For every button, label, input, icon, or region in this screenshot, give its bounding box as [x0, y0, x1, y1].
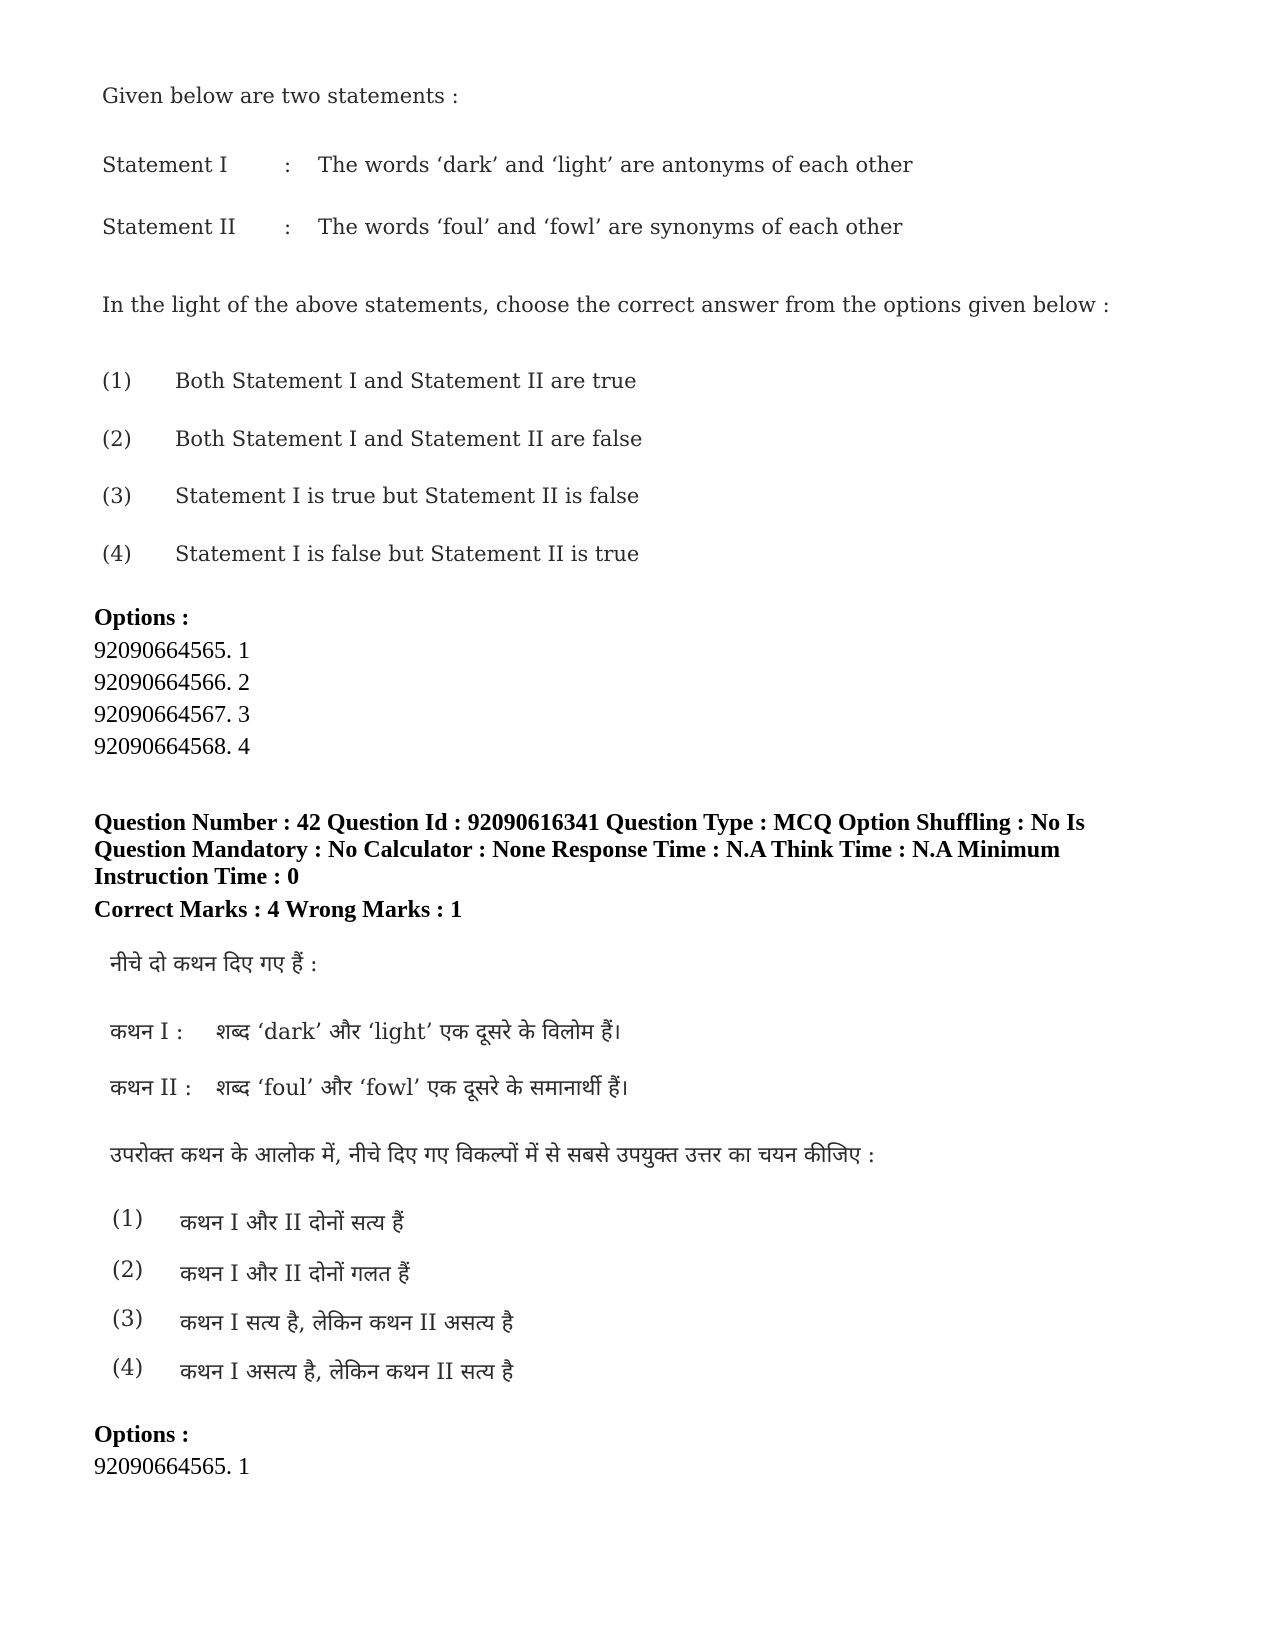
q41-choice-3-text: Statement I is true but Statement II is false — [175, 484, 640, 508]
q42-intro: नीचे दो कथन दिए गए हैं : — [110, 952, 318, 977]
q42-choice-1-number: (1) — [112, 1207, 144, 1232]
q41-statement-2-separator: : — [284, 215, 292, 239]
q42-choice-2-number: (2) — [112, 1258, 144, 1283]
q41-choice-4-text: Statement I is false but Statement II is true — [175, 542, 640, 566]
q42-statement-1-label: कथन I : — [110, 1020, 184, 1045]
q42-option-id-1: 92090664565. 1 — [94, 1454, 250, 1480]
q41-options-heading: Options : — [94, 605, 190, 631]
q41-option-id-1: 92090664565. 1 — [94, 638, 250, 664]
q41-statement-1-label: Statement I — [102, 153, 228, 177]
q42-marks: Correct Marks : 4 Wrong Marks : 1 — [94, 897, 463, 923]
q41-statement-2-label: Statement II — [102, 215, 236, 239]
q41-choice-2-number: (2) — [102, 427, 132, 451]
q42-meta-line-2: Question Mandatory : No Calculator : None Response Time : N.A Think Time : N.A Minimum — [94, 837, 1061, 863]
q42-choice-3-number: (3) — [112, 1307, 144, 1332]
q41-prompt: In the light of the above statements, choose the correct answer from the options given below : — [102, 293, 1110, 317]
q42-options-heading: Options : — [94, 1422, 190, 1448]
q41-choice-3-number: (3) — [102, 484, 132, 508]
q41-intro: Given below are two statements : — [102, 84, 459, 108]
q41-choice-1-text: Both Statement I and Statement II are true — [175, 369, 637, 393]
q42-choice-3-text: कथन I सत्य है, लेकिन कथन II असत्य है — [180, 1311, 514, 1336]
q42-choice-4-number: (4) — [112, 1356, 144, 1381]
q42-meta-line-1: Question Number : 42 Question Id : 92090616341 Question Type : MCQ Option Shuffling : No Is — [94, 810, 1085, 836]
q41-option-id-4: 92090664568. 4 — [94, 734, 250, 760]
q42-choice-4-text: कथन I असत्य है, लेकिन कथन II सत्य है — [180, 1360, 514, 1385]
q42-prompt: उपरोक्त कथन के आलोक में, नीचे दिए गए विकल्पों में से सबसे उपयुक्त उत्तर का चयन कीजिए : — [110, 1143, 876, 1168]
q42-statement-2-text: शब्द ‘foul’ और ‘fowl’ एक दूसरे के समानार्थी हैं। — [216, 1076, 629, 1101]
q41-option-id-2: 92090664566. 2 — [94, 670, 250, 696]
q41-choice-1-number: (1) — [102, 369, 132, 393]
q41-choice-2-text: Both Statement I and Statement II are false — [175, 427, 643, 451]
q41-option-id-3: 92090664567. 3 — [94, 702, 250, 728]
q42-statement-2-label: कथन II : — [110, 1076, 192, 1101]
q42-choice-2-text: कथन I और II दोनों गलत हैं — [180, 1262, 410, 1287]
q42-statement-1-text: शब्द ‘dark’ और ‘light’ एक दूसरे के विलोम हैं। — [216, 1020, 621, 1045]
q41-statement-1-separator: : — [284, 153, 292, 177]
q42-choice-1-text: कथन I और II दोनों सत्य हैं — [180, 1211, 404, 1236]
q41-statement-1-text: The words ‘dark’ and ‘light’ are antonyms of each other — [318, 153, 913, 177]
q41-choice-4-number: (4) — [102, 542, 132, 566]
q41-statement-2-text: The words ‘foul’ and ‘fowl’ are synonyms of each other — [318, 215, 903, 239]
q42-meta-line-3: Instruction Time : 0 — [94, 864, 300, 890]
